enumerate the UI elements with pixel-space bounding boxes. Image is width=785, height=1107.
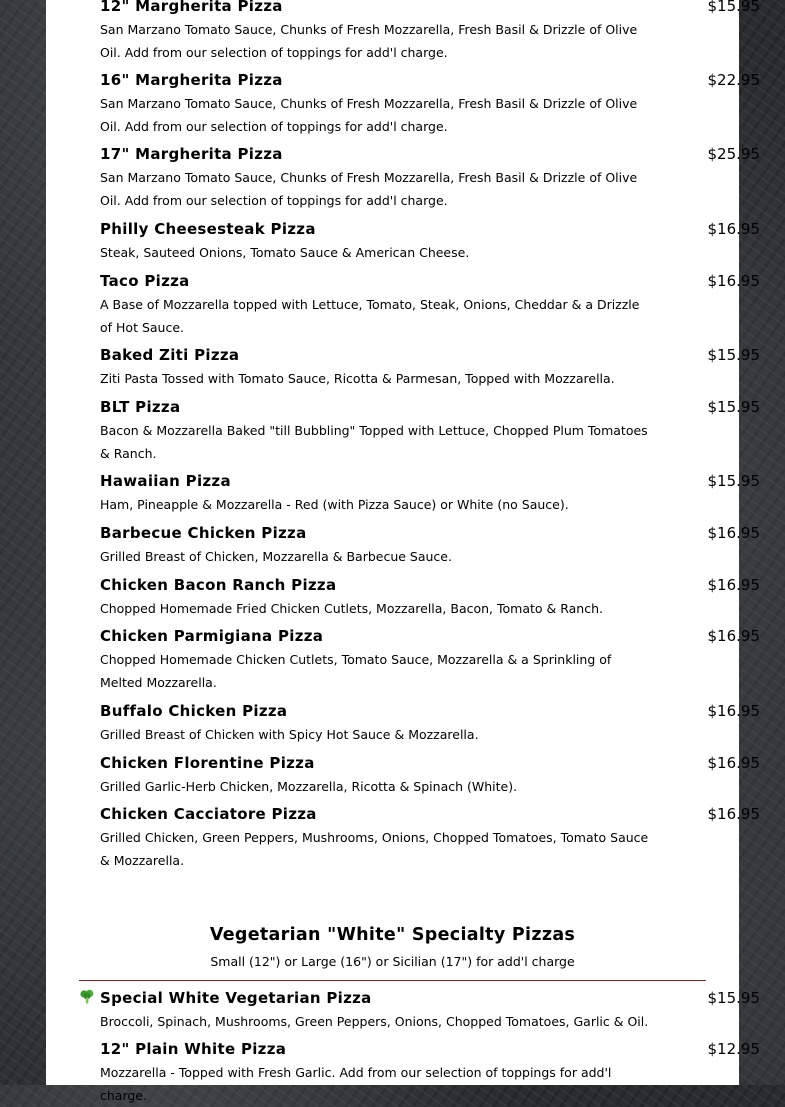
item-name: Hawaiian Pizza bbox=[100, 472, 231, 490]
item-name: 12" Margherita Pizza bbox=[100, 0, 283, 15]
item-description: Chopped Homemade Fried Chicken Cutlets, Mozzarella, Bacon, Tomato & Ranch. bbox=[100, 601, 604, 616]
menu-item bbox=[100, 523, 760, 568]
item-price: $15.95 bbox=[707, 0, 760, 15]
item-name: Chicken Cacciatore Pizza bbox=[100, 805, 317, 823]
item-description: Grilled Garlic-Herb Chicken, Mozzarella, Ricotta & Spinach (White). bbox=[100, 779, 518, 794]
item-price: $16.95 bbox=[707, 272, 760, 290]
menu-item bbox=[100, 0, 760, 64]
item-description: Grilled Breast of Chicken with Spicy Hot Sauce & Mozzarella. bbox=[100, 727, 479, 742]
item-name: Chicken Florentine Pizza bbox=[100, 754, 315, 772]
item-price: $16.95 bbox=[707, 754, 760, 772]
item-price: $16.95 bbox=[707, 220, 760, 238]
menu-item bbox=[100, 345, 760, 390]
item-description: Mozzarella - Topped with Fresh Garlic. Add from our selection of toppings for add'l charge. bbox=[100, 1065, 612, 1103]
item-name: Taco Pizza bbox=[100, 272, 190, 290]
item-name: Special White Vegetarian Pizza bbox=[100, 989, 372, 1007]
menu-item bbox=[100, 271, 760, 339]
item-price: $15.95 bbox=[707, 398, 760, 416]
menu-item bbox=[100, 753, 760, 798]
menu-panel bbox=[46, 0, 760, 1103]
item-description: San Marzano Tomato Sauce, Chunks of Fresh Mozzarella, Fresh Basil & Drizzle of Olive Oil. Add from our selection of toppings for add'l charge. bbox=[100, 22, 638, 60]
item-price: $16.95 bbox=[707, 805, 760, 823]
section-divider bbox=[79, 980, 706, 981]
menu-item bbox=[100, 144, 760, 212]
menu-item bbox=[100, 219, 760, 264]
item-name: Barbecue Chicken Pizza bbox=[100, 524, 307, 542]
item-name: Buffalo Chicken Pizza bbox=[100, 702, 288, 720]
item-name: 16" Margherita Pizza bbox=[100, 71, 283, 89]
item-description: Ham, Pineapple & Mozzarella - Red (with Pizza Sauce) or White (no Sauce). bbox=[100, 497, 569, 512]
item-description: San Marzano Tomato Sauce, Chunks of Fresh Mozzarella, Fresh Basil & Drizzle of Olive Oil. Add from our selection of toppings for add'l charge. bbox=[100, 170, 638, 208]
menu-item bbox=[100, 626, 760, 694]
item-price: $16.95 bbox=[707, 627, 760, 645]
item-name: Chicken Parmigiana Pizza bbox=[100, 627, 324, 645]
menu-item bbox=[100, 70, 760, 138]
broccoli-icon bbox=[79, 989, 95, 1005]
item-price: $15.95 bbox=[707, 472, 760, 490]
item-price: $16.95 bbox=[707, 576, 760, 594]
item-name: BLT Pizza bbox=[100, 398, 181, 416]
item-name: 17" Margherita Pizza bbox=[100, 145, 283, 163]
item-price: $16.95 bbox=[707, 702, 760, 720]
menu-item bbox=[100, 988, 760, 1033]
menu-item bbox=[100, 471, 760, 516]
item-description: Ziti Pasta Tossed with Tomato Sauce, Ricotta & Parmesan, Topped with Mozzarella. bbox=[100, 371, 615, 386]
item-price: $22.95 bbox=[707, 71, 760, 89]
section-subtitle: Small (12") or Large (16") or Sicilian (17") for add'l charge bbox=[210, 954, 575, 969]
item-description: Steak, Sauteed Onions, Tomato Sauce & American Cheese. bbox=[100, 245, 470, 260]
item-description: Grilled Breast of Chicken, Mozzarella & Barbecue Sauce. bbox=[100, 549, 452, 564]
item-price: $25.95 bbox=[707, 145, 760, 163]
item-description: Chopped Homemade Chicken Cutlets, Tomato Sauce, Mozzarella & a Sprinkling of Melted Mozzarella. bbox=[100, 652, 612, 690]
item-description: Grilled Chicken, Green Peppers, Mushrooms, Onions, Chopped Tomatoes, Tomato Sauce & Mozzarella. bbox=[100, 830, 649, 868]
item-description: Bacon & Mozzarella Baked "till Bubbling" Topped with Lettuce, Chopped Plum Tomatoes & Ranch. bbox=[100, 423, 648, 461]
item-name: Philly Cheesesteak Pizza bbox=[100, 220, 316, 238]
menu-item bbox=[100, 1039, 760, 1107]
item-name: 12" Plain White Pizza bbox=[100, 1040, 287, 1058]
item-name: Baked Ziti Pizza bbox=[100, 346, 240, 364]
menu-item bbox=[100, 397, 760, 465]
item-description: San Marzano Tomato Sauce, Chunks of Fresh Mozzarella, Fresh Basil & Drizzle of Olive Oil. Add from our selection of toppings for add'l charge. bbox=[100, 96, 638, 134]
item-price: $12.95 bbox=[707, 1040, 760, 1058]
item-price: $15.95 bbox=[707, 346, 760, 364]
item-price: $15.95 bbox=[707, 989, 760, 1007]
menu-item bbox=[100, 701, 760, 746]
item-name: Chicken Bacon Ranch Pizza bbox=[100, 576, 337, 594]
section-title: Vegetarian "White" Specialty Pizzas bbox=[209, 925, 576, 945]
menu-item bbox=[100, 804, 760, 872]
menu-item bbox=[100, 575, 760, 620]
item-description: Broccoli, Spinach, Mushrooms, Green Peppers, Onions, Chopped Tomatoes, Garlic & Oil. bbox=[100, 1014, 649, 1029]
item-description: A Base of Mozzarella topped with Lettuce, Tomato, Steak, Onions, Cheddar & a Drizzle of Hot Sauce. bbox=[100, 297, 640, 335]
item-price: $16.95 bbox=[707, 524, 760, 542]
